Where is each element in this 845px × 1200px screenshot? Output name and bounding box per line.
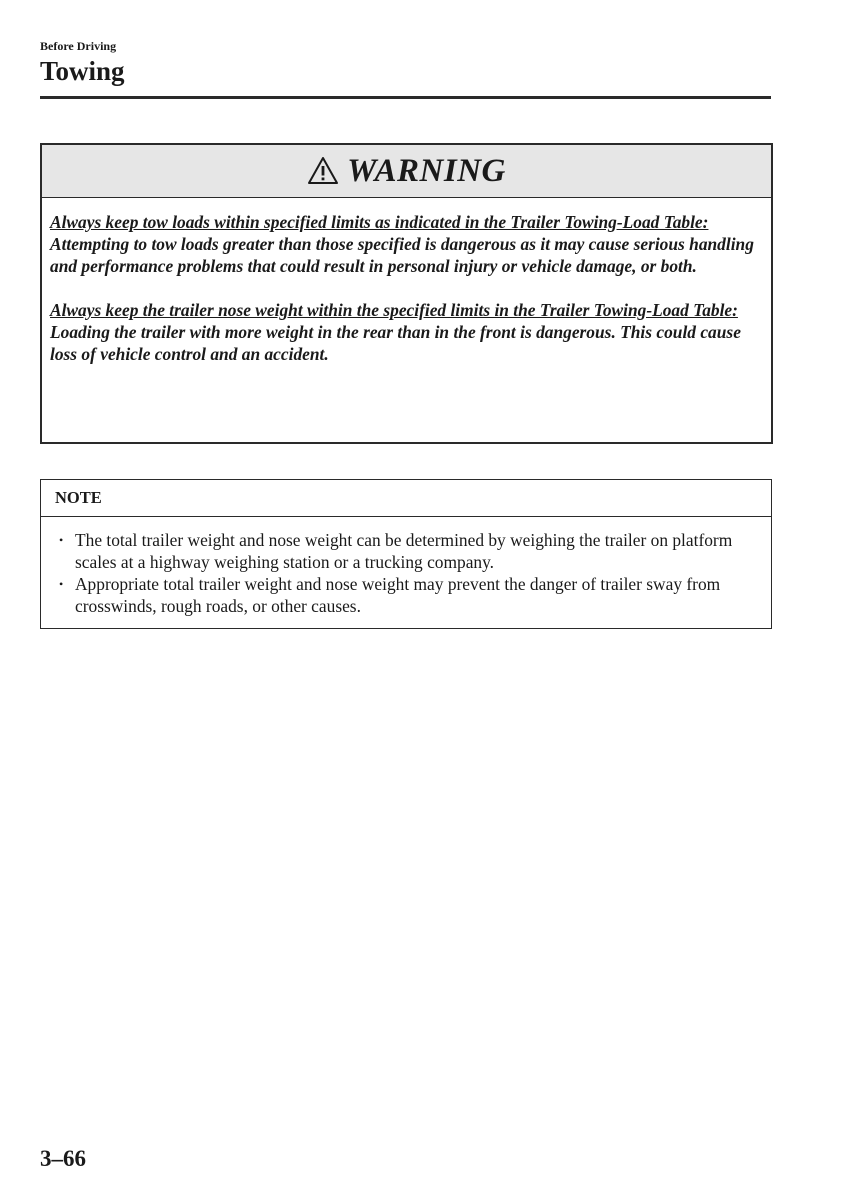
note-item-text: The total trailer weight and nose weight can be determined by weighing the trailer on platform scales at a highway weighing station or a trucking company. bbox=[75, 530, 733, 572]
warning-heading: Always keep tow loads within specified limits as indicated in the Trailer Towing-Load Table: bbox=[50, 212, 709, 232]
page-number: 3–66 bbox=[40, 1146, 86, 1171]
note-box bbox=[40, 479, 772, 629]
warning-header bbox=[42, 145, 771, 198]
warning-triangle-icon bbox=[307, 156, 339, 186]
warning-body bbox=[42, 198, 771, 365]
note-item bbox=[59, 529, 763, 573]
warning-text: Loading the trailer with more weight in the rear than in the front is dangerous. This could cause loss of vehicle control and an accident. bbox=[50, 322, 741, 364]
warning-box bbox=[40, 143, 773, 444]
note-list bbox=[41, 517, 771, 617]
note-item-text: Appropriate total trailer weight and nose weight may prevent the danger of trailer sway from crosswinds, rough roads, or other causes. bbox=[75, 574, 721, 616]
title-rule bbox=[40, 96, 771, 99]
bullet-icon: • bbox=[59, 533, 64, 547]
warning-title: WARNING bbox=[347, 152, 506, 189]
bullet-icon: • bbox=[59, 577, 64, 591]
section-label: Before Driving bbox=[40, 39, 117, 53]
warning-text: Attempting to tow loads greater than those specified is dangerous as it may cause serious handling and performance problems that could result in personal injury or vehicle damage, or both. bbox=[50, 234, 754, 276]
warning-heading: Always keep the trailer nose weight within the specified limits in the Trailer Towing-Load Table: bbox=[50, 300, 738, 320]
note-item bbox=[59, 573, 763, 617]
note-header: NOTE bbox=[41, 480, 771, 517]
page-title: Towing bbox=[40, 56, 125, 86]
